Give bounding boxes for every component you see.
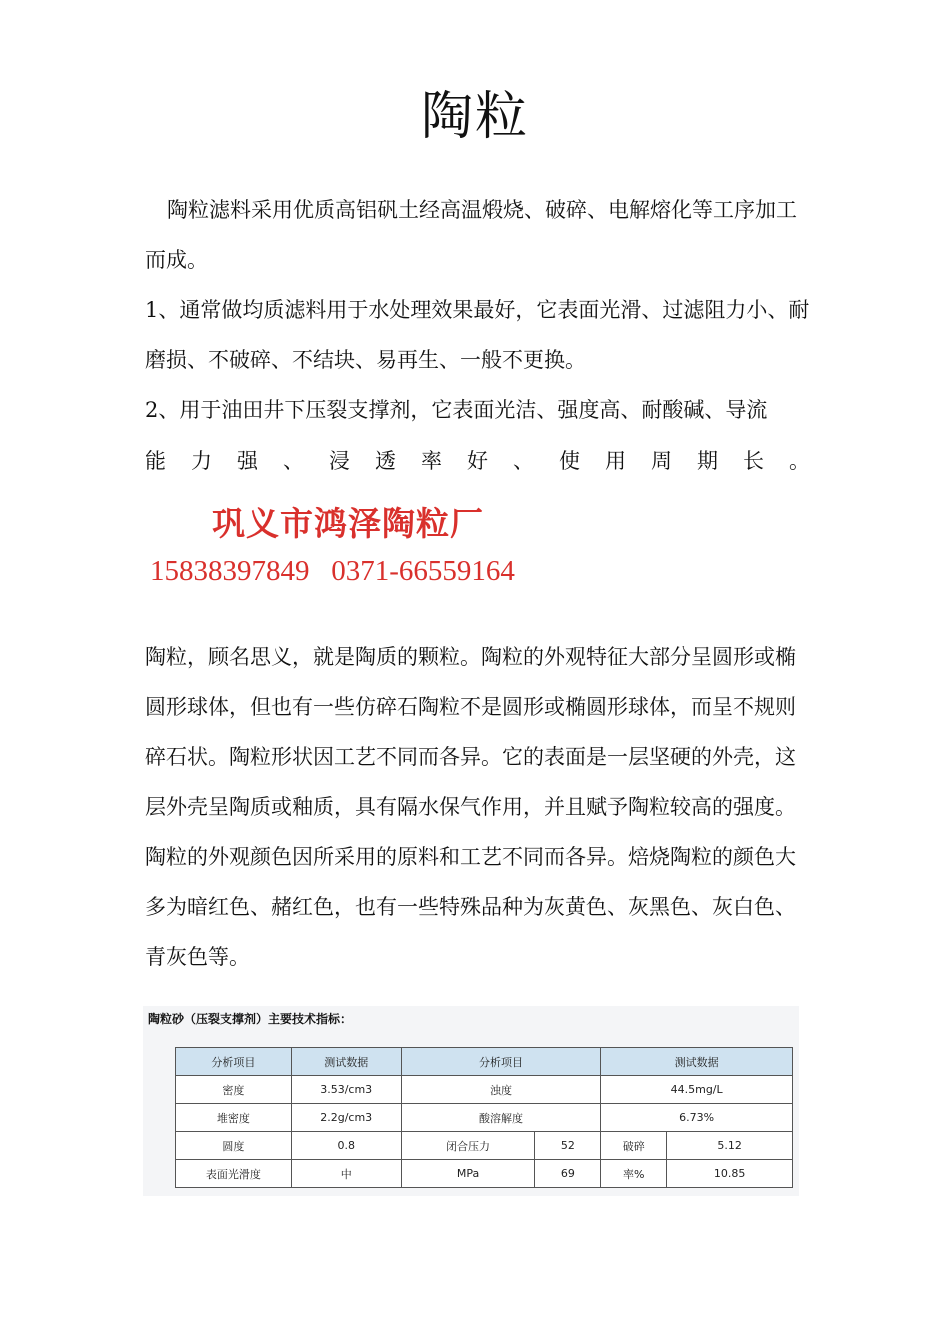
- point-2-char: 浸: [329, 449, 350, 473]
- point-2-char: 、: [513, 449, 534, 473]
- point-2-justified-line: [145, 436, 810, 486]
- spec-cell: 44.5mg/L: [601, 1076, 793, 1104]
- spec-row: [176, 1076, 793, 1104]
- spec-cell: 2.2g/cm3: [291, 1104, 401, 1132]
- banner-phone-numbers: 15838397849 0371-66559164: [150, 555, 515, 587]
- spec-header-cell: 测试数据: [601, 1048, 793, 1076]
- spec-cell: 堆密度: [176, 1104, 292, 1132]
- point-2-char: 透: [375, 449, 396, 473]
- page-title: 陶粒: [420, 87, 529, 147]
- spec-cell: 率%: [601, 1160, 667, 1188]
- point-2-char: 率: [421, 449, 442, 473]
- point-2-char: 长: [743, 449, 764, 473]
- spec-cell: 破碎: [601, 1132, 667, 1160]
- spec-caption: 陶粒砂（压裂支撑剂）主要技术指标：: [148, 1012, 353, 1026]
- spec-cell: 0.8: [291, 1132, 401, 1160]
- intro-paragraph: 陶粒滤料采用优质高铝矾土经高温煅烧、破碎、电解熔化等工序加工而成。: [145, 198, 797, 272]
- spec-cell: 圆度: [176, 1132, 292, 1160]
- spec-cell: 10.85: [667, 1160, 793, 1188]
- point-1-paragraph: 1、通常做均质滤料用于水处理效果最好，它表面光滑、过滤阻力小、耐磨损、不破碎、不结块、易再生、一般不更换。: [145, 298, 810, 372]
- spec-cell: 69: [535, 1160, 601, 1188]
- point-2-char: 周: [651, 449, 672, 473]
- point-2-paragraph: 2、用于油田井下压裂支撑剂，它表面光洁、强度高、耐酸碱、导流: [145, 398, 768, 422]
- spec-cell: 中: [291, 1160, 401, 1188]
- spec-cell: 表面光滑度: [176, 1160, 292, 1188]
- spec-header-cell: 分析项目: [401, 1048, 601, 1076]
- point-2-char: 强: [237, 449, 258, 473]
- point-2-char: 。: [789, 449, 810, 473]
- point-2-char: 、: [283, 449, 304, 473]
- spec-cell: 浊度: [401, 1076, 601, 1104]
- spec-table: [175, 1047, 793, 1188]
- spec-cell: 52: [535, 1132, 601, 1160]
- spec-cell: 6.73%: [601, 1104, 793, 1132]
- point-2-char: 期: [697, 449, 718, 473]
- spec-cell: MPa: [401, 1160, 535, 1188]
- spec-cell: 闭合压力: [401, 1132, 535, 1160]
- point-2-char: 力: [191, 449, 212, 473]
- description-paragraph: 陶粒，顾名思义，就是陶质的颗粒。陶粒的外观特征大部分呈圆形或椭圆形球体，但也有一些仿碎石陶粒不是圆形或椭圆形球体，而呈不规则碎石状。陶粒形状因工艺不同而各异。它的表面是一层坚硬的外壳，这层外壳呈陶质或釉质，具有隔水保气作用，并且赋予陶粒较高的强度。陶粒的外观颜色因所采用的原料和工艺不同而各异。焙烧陶粒的颜色大多为暗红色、赭红色，也有一些特殊品种为灰黄色、灰黑色、灰白色、青灰色等。: [145, 645, 796, 969]
- point-2-char: 使: [559, 449, 580, 473]
- spec-row: [176, 1104, 793, 1132]
- spec-row: [176, 1160, 793, 1188]
- banner-company-name: 巩义市鸿泽陶粒厂: [212, 504, 484, 543]
- point-2-char: 好: [467, 449, 488, 473]
- spec-header-row: [176, 1048, 793, 1076]
- spec-cell: 3.53/cm3: [291, 1076, 401, 1104]
- spec-cell: 密度: [176, 1076, 292, 1104]
- spec-cell: 5.12: [667, 1132, 793, 1160]
- spec-row: [176, 1132, 793, 1160]
- spec-header-cell: 分析项目: [176, 1048, 292, 1076]
- point-2-char: 用: [605, 449, 626, 473]
- spec-header-cell: 测试数据: [291, 1048, 401, 1076]
- spec-cell: 酸溶解度: [401, 1104, 601, 1132]
- point-2-char: 能: [145, 449, 166, 473]
